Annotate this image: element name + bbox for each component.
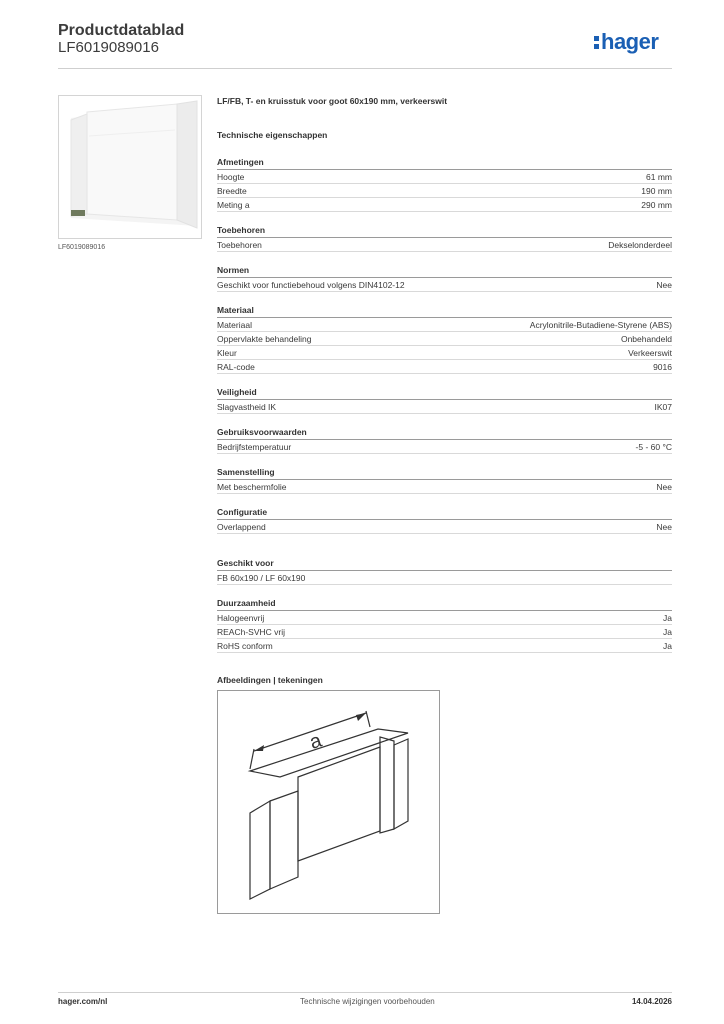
spec-value: Ja <box>663 613 672 623</box>
spec-value: Dekselonderdeel <box>608 240 672 250</box>
spec-row <box>217 611 672 625</box>
spec-label: RAL-code <box>217 362 255 372</box>
spec-value: Ja <box>663 627 672 637</box>
spec-value: Nee <box>656 522 672 532</box>
sustainability-rows <box>217 611 672 653</box>
spec-row <box>217 170 672 184</box>
spec-label: Overlappend <box>217 522 266 532</box>
spec-sections <box>217 157 672 534</box>
spec-label: Kleur <box>217 348 237 358</box>
spec-value: IK07 <box>654 402 672 412</box>
footer-disclaimer: Technische wijzigingen voorbehouden <box>300 997 435 1006</box>
spec-row <box>217 400 672 414</box>
section-title: Afmetingen <box>217 157 672 170</box>
footer-divider <box>58 992 672 993</box>
header-divider <box>58 68 672 69</box>
product-image <box>58 95 202 239</box>
section-title: Toebehoren <box>217 225 672 238</box>
spec-value: Nee <box>656 280 672 290</box>
technical-properties-heading: Technische eigenschappen <box>217 130 328 140</box>
spec-value: Verkeerswit <box>628 348 672 358</box>
spec-row <box>217 571 672 585</box>
article-number: LF6019089016 <box>58 39 159 56</box>
spec-value: Onbehandeld <box>620 334 672 344</box>
spec-row <box>217 332 672 346</box>
spec-label: Materiaal <box>217 320 252 330</box>
spec-label: Met beschermfolie <box>217 482 287 492</box>
spec-row <box>217 198 672 212</box>
image-caption: LF6019089016 <box>58 244 106 251</box>
technical-drawing <box>217 690 440 914</box>
spec-value: Ja <box>663 641 672 651</box>
hager-logo <box>593 27 675 57</box>
spec-value: 61 mm <box>646 172 672 182</box>
spec-label: Oppervlakte behandeling <box>217 334 312 344</box>
page-title: Productdatablad <box>58 22 185 39</box>
product-heading: LF/FB, T- en kruisstuk voor goot 60x190 mm, verkeerswit <box>217 96 448 106</box>
spec-row <box>217 360 672 374</box>
section-title: Veiligheid <box>217 387 672 400</box>
spec-row <box>217 520 672 534</box>
spec-label: Bedrijfstemperatuur <box>217 442 292 452</box>
section-title: Gebruiksvoorwaarden <box>217 427 672 440</box>
spec-value: Nee <box>656 482 672 492</box>
spec-label: Toebehoren <box>217 240 262 250</box>
spec-value: -5 - 60 °C <box>635 442 672 452</box>
footer-date: 14.04.2026 <box>631 997 672 1006</box>
section-title-sustainability: Duurzaamheid <box>217 598 672 611</box>
spec-row <box>217 440 672 454</box>
spec-row <box>217 625 672 639</box>
spec-label: Geschikt voor functiebehoud volgens DIN4102-12 <box>217 280 405 290</box>
spec-row <box>217 346 672 360</box>
spec-value: 190 mm <box>641 186 672 196</box>
spec-label: FB 60x190 / LF 60x190 <box>217 573 306 583</box>
spec-content <box>217 96 672 687</box>
spec-row <box>217 318 672 332</box>
spec-value: 290 mm <box>641 200 672 210</box>
footer-website-link[interactable]: hager.com/nl <box>58 997 108 1006</box>
spec-label: RoHS conform <box>217 641 273 651</box>
section-title: Materiaal <box>217 305 672 318</box>
spec-value: Acrylonitrile-Butadiene-Styrene (ABS) <box>529 320 672 330</box>
spec-row <box>217 480 672 494</box>
section-title: Samenstelling <box>217 467 672 480</box>
spec-row <box>217 278 672 292</box>
spec-label: Meting a <box>217 200 250 210</box>
logo-text: hager <box>601 29 659 54</box>
images-heading: Afbeeldingen | tekeningen <box>217 675 323 685</box>
spec-label: Breedte <box>217 186 247 196</box>
spec-row <box>217 639 672 653</box>
spec-label: Slagvastheid IK <box>217 402 277 412</box>
spec-label: Hoogte <box>217 172 245 182</box>
spec-row <box>217 238 672 252</box>
spec-value: 9016 <box>653 362 672 372</box>
spec-label: REACh-SVHC vrij <box>217 627 286 637</box>
section-title-suitable-for: Geschikt voor <box>217 558 672 571</box>
section-title: Normen <box>217 265 672 278</box>
section-title: Configuratie <box>217 507 672 520</box>
spec-label: Halogeenvrij <box>217 613 265 623</box>
spec-row <box>217 184 672 198</box>
dimension-label: a <box>306 729 325 754</box>
